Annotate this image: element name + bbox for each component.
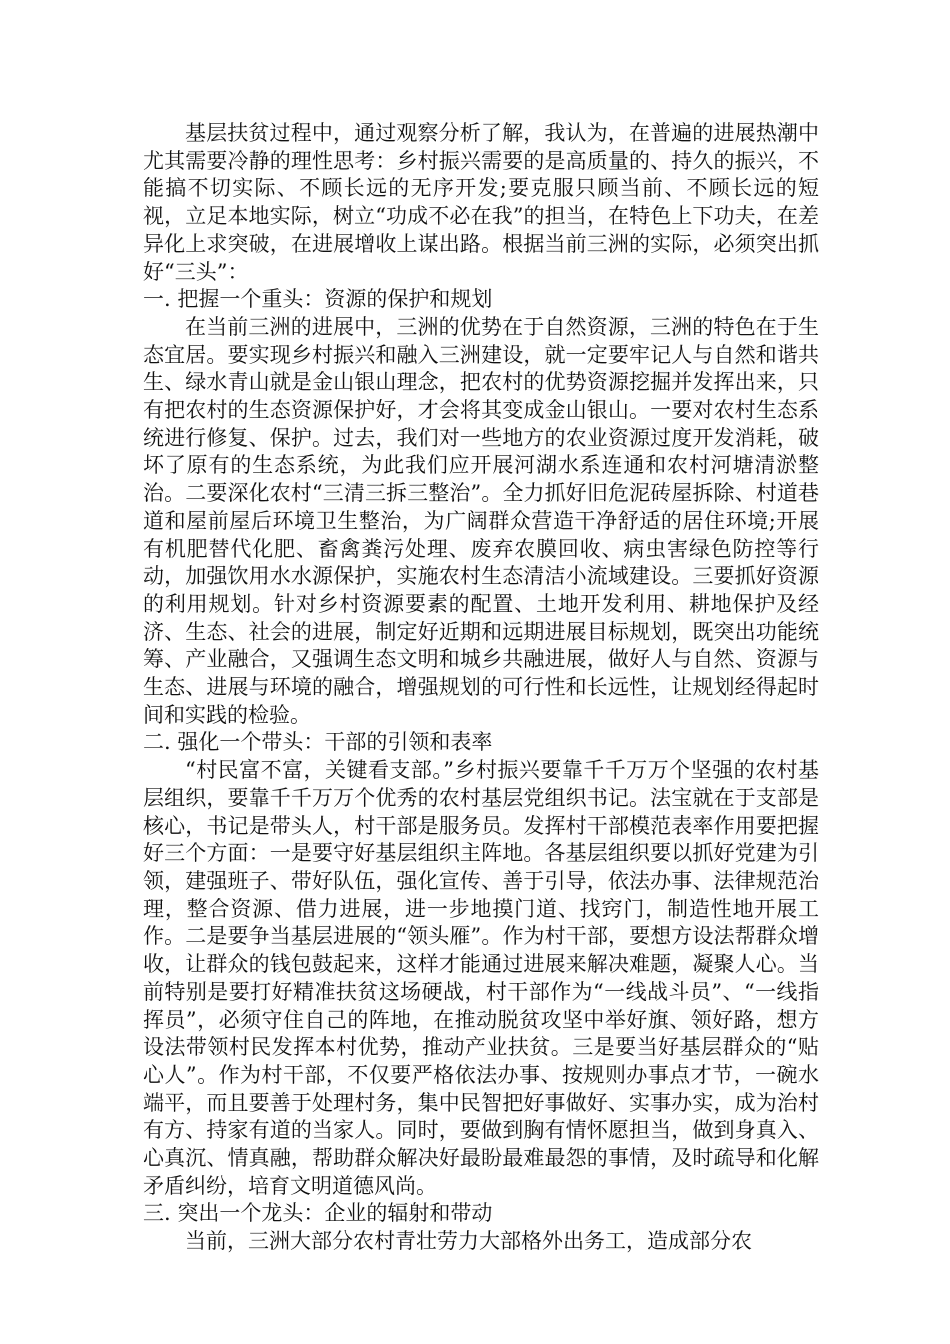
section-2-heading: 二. 强化一个带头：干部的引领和表率 [143, 730, 493, 755]
intro-paragraph: 基层扶贫过程中，通过观察分析了解，我认为，在普遍的进展热潮中尤其需要冷静的理性思考：乡村振兴需要的是高质量的、持久的振兴，不能搞不切实际、不顾长远的无序开发;要克服只顾当前、不顾长远的短视，立足本地实际，树立“功成不必在我”的担当，在特色上下功夫，在差异化上求突破，在进展增收上谋出路。根据当前三洲的实际，必须突出抓好“三头”： [143, 121, 819, 284]
section-3-heading: 三. 突出一个龙头：企业的辐射和带动 [143, 1201, 493, 1226]
section-1-body: 在当前三洲的进展中，三洲的优势在于自然资源，三洲的特色在于生态宜居。要实现乡村振兴和融入三洲建设，就一定要牢记人与自然和谐共生、绿水青山就是金山银山理念，把农村的优势资源挖掘并发挥出来，只有把农村的生态资源保护好，才会将其变成金山银山。一要对农村生态系统进行修复、保护。过去，我们对一些地方的农业资源过度开发消耗，破坏了原有的生态系统，为此我们应开展河湖水系连通和农村河塘清淤整治。二要深化农村“三清三拆三整治”。全力抓好旧危泥砖屋拆除、村道巷道和屋前屋后环境卫生整治，为广阔群众营造干净舒适的居住环境;开展有机肥替代化肥、畜禽粪污处理、废弃农膜回收、病虫害绿色防控等行动，加强饮用水水源保护，实施农村生态清洁小流域建设。三要抓好资源的利用规划。针对乡村资源要素的配置、土地开发利用、耕地保护及经济、生态、社会的进展，制定好近期和远期进展目标规划，既突出功能统筹、产业融合，又强调生态文明和城乡共融进展，做好人与自然、资源与生态、进展与环境的融合，增强规划的可行性和长远性，让规划经得起时间和实践的检验。 [143, 314, 819, 727]
section-1-heading: 一. 把握一个重头：资源的保护和规划 [143, 287, 493, 312]
section-2-body: “村民富不富，关键看支部。”乡村振兴要靠千千万万个坚强的农村基层组织，要靠千千万万个优秀的农村基层党组织书记。法宝就在于支部是核心，书记是带头人，村干部是服务员。发挥村干部模范表率作用要把握好三个方面：一是要守好基层组织主阵地。各基层组织要以抓好党建为引领，建强班子、带好队伍，强化宣传、善于引导，依法办事、法律规范治理，整合资源、借力进展，进一步地摸门道、找窍门，制造性地开展工作。二是要争当基层进展的“领头雁”。作为村干部，要想方设法帮群众增收，让群众的钱包鼓起来，这样才能通过进展来解决难题，凝聚人心。当前特别是要打好精准扶贫这场硬战，村干部作为“一线战斗员”、“一线指挥员”，必须守住自己的阵地，在推动脱贫攻坚中举好旗、领好路，想方设法带领村民发挥本村优势，推动产业扶贫。三是要当好基层群众的“贴心人”。作为村干部，不仅要严格依法办事、按规则办事点才节，一碗水端平，而且要善于处理村务，集中民智把好事做好、实事办实，成为治村有方、持家有道的当家人。同时，要做到胸有情怀愿担当，做到身真入、心真沉、情真融，帮助群众解决好最盼最难最怨的事情，及时疏导和化解矛盾纠纷，培育文明道德风尚。 [143, 758, 819, 1198]
section-3-body: 当前，三洲大部分农村青壮劳力大部格外出务工，造成部分农 [185, 1229, 752, 1254]
document-page [143, 120, 819, 1256]
